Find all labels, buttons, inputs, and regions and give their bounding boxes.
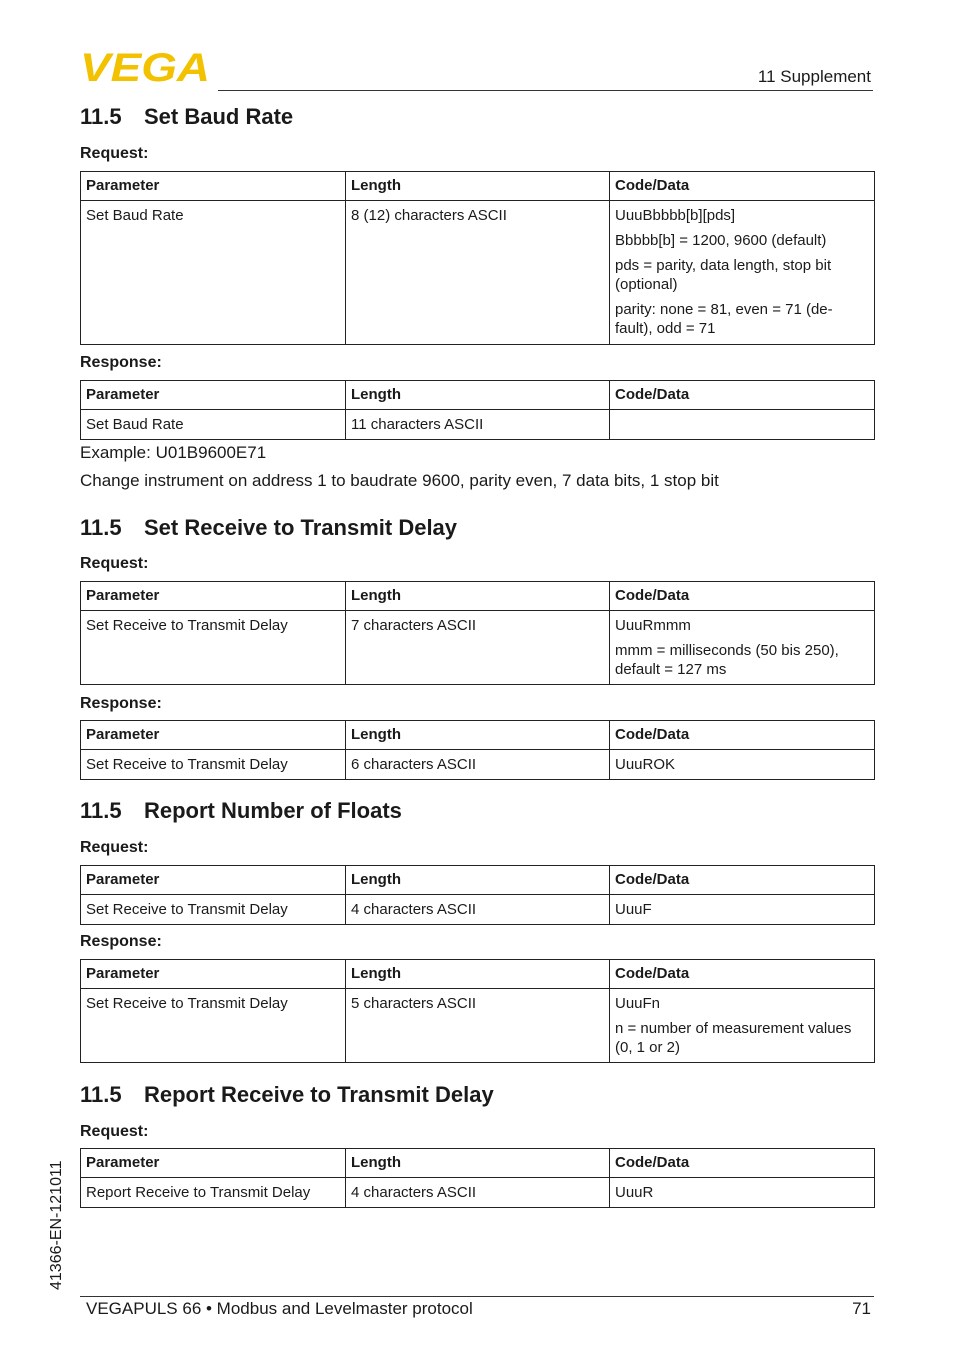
response-label: Response: [80,933,162,950]
column-header: Code/Data [610,721,875,750]
footer-title: VEGAPULS 66 • Modbus and Levelmaster protocol [86,1299,473,1318]
length-cell: 4 characters ASCII [346,1178,610,1208]
code-data-cell: UuuF [610,895,875,925]
code-data-line: n = number of measurement values (0, 1 or 2) [615,1020,852,1056]
request-label: Request: [80,555,149,572]
column-header: Code/Data [610,582,875,611]
column-header: Length [346,172,610,201]
column-header: Code/Data [610,172,875,201]
length-cell: 6 characters ASCII [346,750,610,780]
column-header: Length [346,582,610,611]
column-header: Length [346,1149,610,1178]
code-data-cell: UuuR [610,1178,875,1208]
document-code: 41366-EN-121011 [48,1160,65,1290]
parameter-cell: Set Receive to Transmit Delay [81,895,346,925]
code-data-cell [610,410,875,440]
code-data-line: UuuFn [615,995,661,1012]
column-header: Length [346,381,610,410]
length-cell: 5 characters ASCII [346,989,610,1063]
header-section: 11 Supplement [757,67,871,86]
code-data-line: UuuRmmm [615,617,691,634]
column-header: Parameter [81,172,346,201]
code-data-line: pds = parity, data length, stop bit (optional) [615,257,832,293]
table-header-row [81,1149,875,1178]
table-row [81,989,875,1063]
code-data-cell [610,201,875,345]
section-heading: 11.5 Report Receive to Transmit Delay [80,1082,494,1107]
request-label: Request: [80,839,149,856]
parameter-cell: Set Baud Rate [81,201,346,345]
parameter-cell: Set Receive to Transmit Delay [81,989,346,1063]
column-header: Parameter [81,582,346,611]
table-header-row [81,866,875,895]
column-header: Parameter [81,381,346,410]
header-rule [218,90,873,91]
table-row [81,410,875,440]
table-header-row [81,172,875,201]
svg-text:VEGA: VEGA [80,50,210,84]
parameter-cell: Set Receive to Transmit Delay [81,750,346,780]
column-header: Parameter [81,866,346,895]
length-cell: 7 characters ASCII [346,611,610,685]
response-table [80,959,875,1063]
table-row [81,1178,875,1208]
code-data-line: parity: none = 81, even = 71 (de-fault), odd = 71 [615,301,833,337]
column-header: Parameter [81,721,346,750]
response-table [80,720,875,780]
request-table [80,1148,875,1208]
section-heading: 11.5 Report Number of Floats [80,798,402,823]
code-data-cell [610,611,875,685]
code-data-line: Bbbbb[b] = 1200, 9600 (default) [615,232,827,249]
code-data-line: mmm = milliseconds (50 bis 250), default = 127 ms [615,642,839,678]
vega-logo [80,50,212,84]
response-label: Response: [80,354,162,371]
length-cell: 4 characters ASCII [346,895,610,925]
example-note: Change instrument on address 1 to baudrate 9600, parity even, 7 data bits, 1 stop bit [80,471,719,490]
request-table [80,865,875,925]
length-cell: 11 characters ASCII [346,410,610,440]
table-row [81,895,875,925]
column-header: Code/Data [610,381,875,410]
table-header-row [81,960,875,989]
column-header: Code/Data [610,1149,875,1178]
column-header: Length [346,866,610,895]
column-header: Length [346,960,610,989]
column-header: Length [346,721,610,750]
table-header-row [81,582,875,611]
code-data-line: UuuBbbbb[b][pds] [615,207,736,224]
column-header: Code/Data [610,866,875,895]
table-header-row [81,721,875,750]
request-table [80,171,875,345]
footer-rule [80,1296,874,1297]
table-header-row [81,381,875,410]
section-heading: 11.5 Set Receive to Transmit Delay [80,515,458,540]
request-table [80,581,875,685]
code-data-cell: UuuROK [610,750,875,780]
code-data-cell [610,989,875,1063]
column-header: Parameter [81,960,346,989]
response-table [80,380,875,440]
column-header: Parameter [81,1149,346,1178]
request-label: Request: [80,1123,149,1140]
example-text: Example: U01B9600E71 [80,443,267,462]
response-label: Response: [80,695,162,712]
length-cell: 8 (12) characters ASCII [346,201,610,345]
table-row [81,611,875,685]
column-header: Code/Data [610,960,875,989]
table-row [81,750,875,780]
page-number: 71 [852,1299,871,1318]
request-label: Request: [80,145,149,162]
table-row [81,201,875,345]
section-heading: 11.5 Set Baud Rate [80,104,294,129]
parameter-cell: Set Receive to Transmit Delay [81,611,346,685]
parameter-cell: Set Baud Rate [81,410,346,440]
parameter-cell: Report Receive to Transmit Delay [81,1178,346,1208]
